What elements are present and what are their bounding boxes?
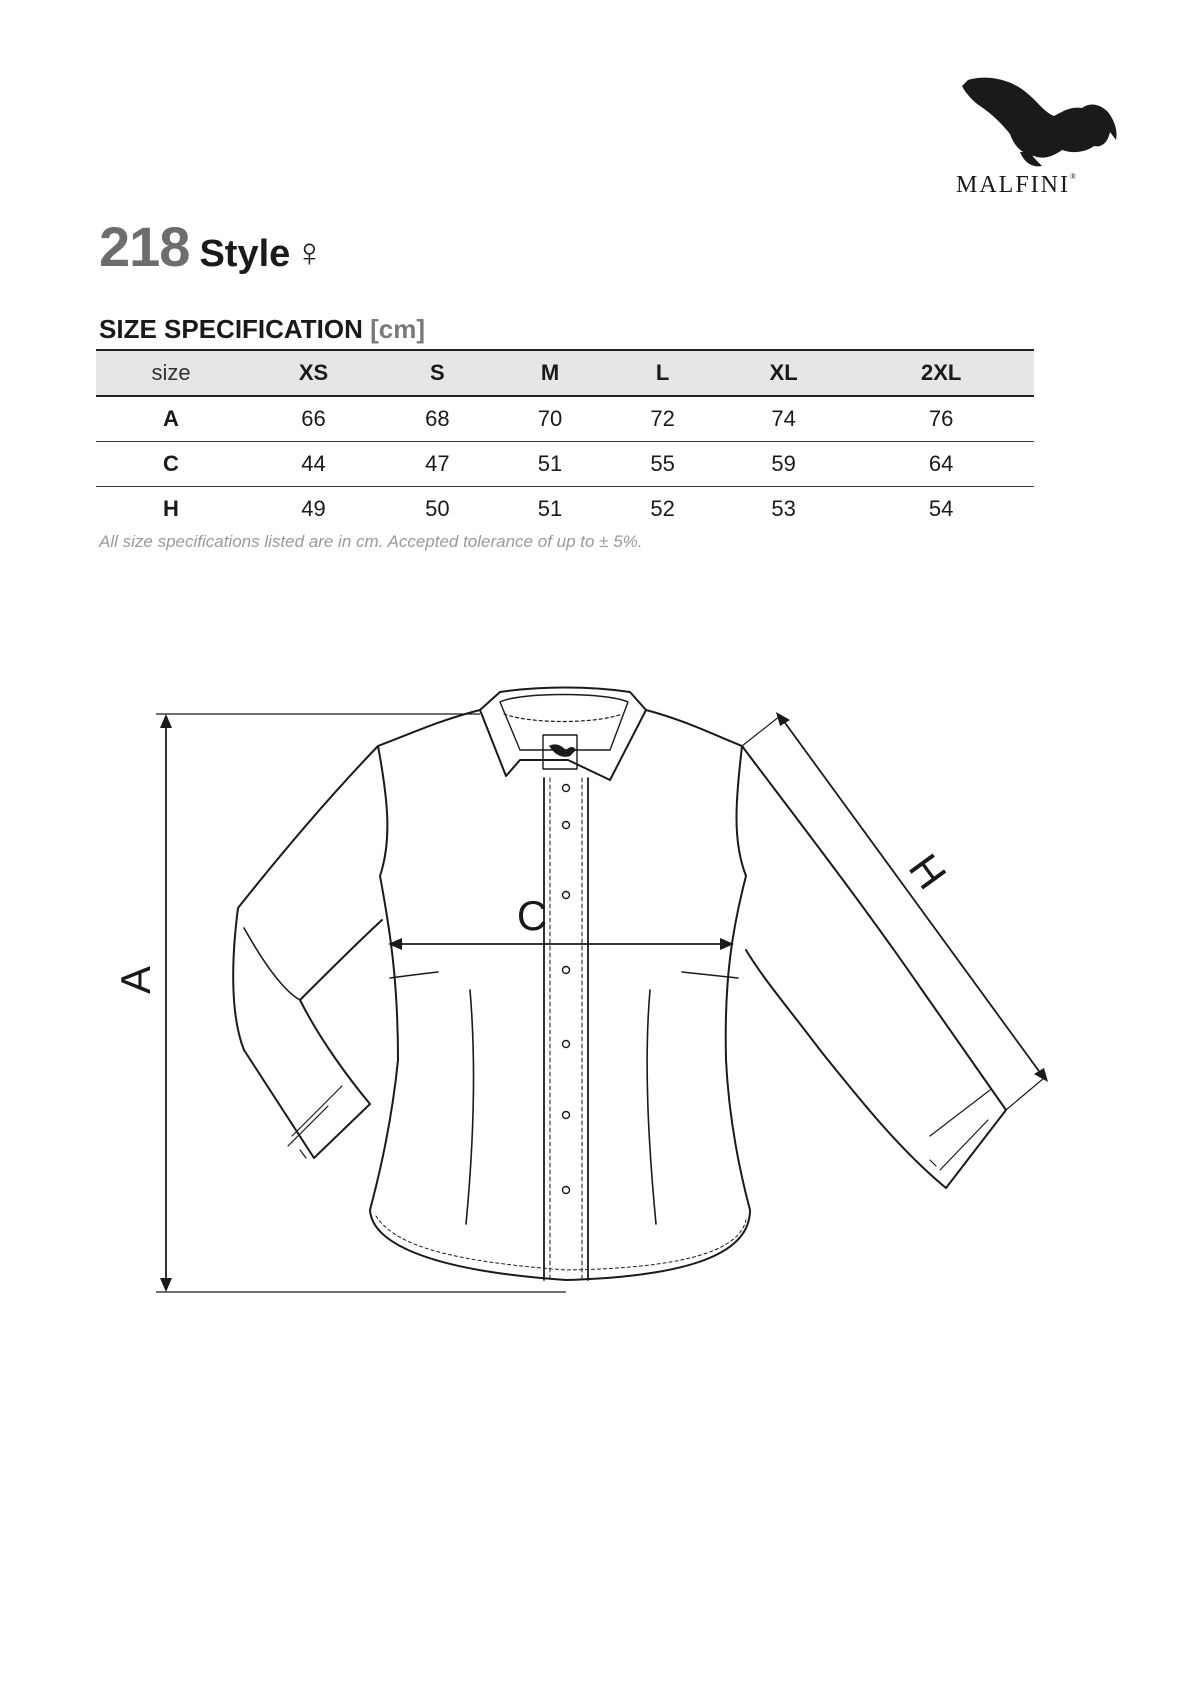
size-header-cell: S bbox=[430, 360, 445, 385]
table-cell: 49 bbox=[301, 496, 326, 521]
style-name: Style bbox=[199, 233, 291, 275]
table-header-row bbox=[96, 350, 1034, 396]
table-cell: 50 bbox=[425, 496, 450, 521]
table-cell: 70 bbox=[537, 406, 563, 431]
label-a: A bbox=[112, 965, 159, 995]
table-cell: 44 bbox=[301, 451, 326, 476]
dimension-a bbox=[156, 714, 566, 1292]
dimension-c bbox=[388, 938, 734, 950]
style-number: 218 bbox=[99, 215, 190, 278]
size-header-cell: XS bbox=[298, 360, 329, 385]
spec-unit: [cm] bbox=[370, 314, 426, 344]
table-cell: 68 bbox=[425, 406, 450, 431]
page-title bbox=[99, 214, 324, 279]
size-header-cell: 2XL bbox=[920, 360, 962, 385]
row-label: C bbox=[163, 451, 179, 476]
size-header-label: size bbox=[151, 360, 191, 385]
right-sleeve bbox=[742, 746, 1006, 1188]
dimension-h bbox=[742, 712, 1048, 1110]
shirt-collar bbox=[480, 688, 646, 781]
table-cell: 55 bbox=[650, 451, 675, 476]
eagle-icon bbox=[549, 744, 576, 756]
table-cell: 59 bbox=[771, 451, 796, 476]
table-cell: 76 bbox=[928, 406, 954, 431]
spec-heading bbox=[99, 314, 425, 345]
table-row bbox=[96, 442, 1034, 487]
label-c: C bbox=[516, 892, 548, 939]
table-cell: 74 bbox=[771, 406, 796, 431]
table-cell: 66 bbox=[301, 406, 326, 431]
table-cell: 52 bbox=[650, 496, 675, 521]
eagle-icon bbox=[958, 72, 1128, 172]
malfini-logo: MALFINI® bbox=[952, 72, 1132, 202]
label-h: H bbox=[899, 845, 956, 898]
tolerance-note: All size specifications listed are in cm. Accepted tolerance of up to ± 5%. bbox=[99, 532, 643, 551]
table-cell: 47 bbox=[425, 451, 450, 476]
shirt-buttons bbox=[563, 785, 570, 1194]
table-cell: 72 bbox=[650, 406, 675, 431]
size-table bbox=[96, 349, 1034, 531]
table-cell: 54 bbox=[928, 496, 954, 521]
female-symbol: ♀ bbox=[294, 231, 325, 275]
row-label: H bbox=[163, 496, 179, 521]
table-cell: 64 bbox=[928, 451, 954, 476]
table-row bbox=[96, 487, 1034, 532]
size-header-cell: M bbox=[540, 360, 560, 385]
row-label: A bbox=[163, 406, 179, 431]
logo-text: MALFINI bbox=[956, 172, 1070, 198]
spec-heading-text: SIZE SPECIFICATION bbox=[99, 314, 363, 344]
table-cell: 51 bbox=[537, 451, 563, 476]
size-header-cell: XL bbox=[769, 360, 798, 385]
button-placket bbox=[544, 778, 588, 1280]
table-cell: 51 bbox=[537, 496, 563, 521]
left-sleeve bbox=[233, 746, 382, 1158]
size-header-cell: L bbox=[655, 360, 670, 385]
table-row bbox=[96, 396, 1034, 442]
shirt-diagram bbox=[0, 680, 1200, 1400]
table-cell: 53 bbox=[771, 496, 796, 521]
shirt-body bbox=[370, 710, 750, 1280]
